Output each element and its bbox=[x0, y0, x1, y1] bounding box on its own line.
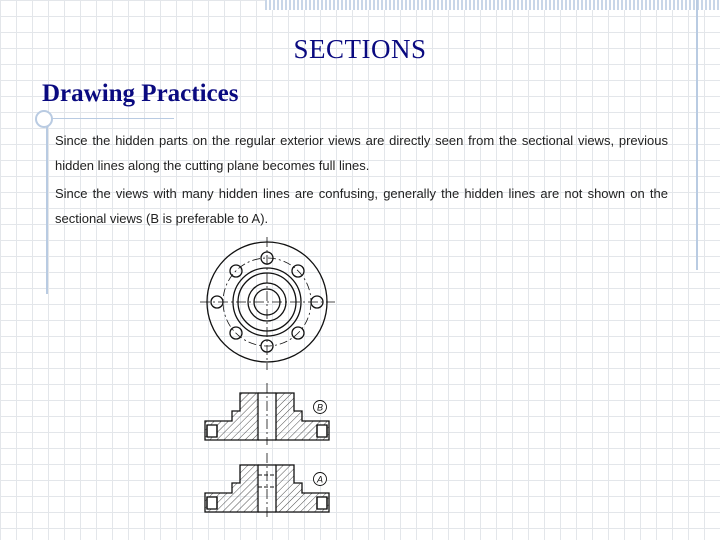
section-view-a bbox=[205, 453, 329, 517]
section-subtitle: Drawing Practices bbox=[42, 80, 239, 107]
technical-drawing bbox=[195, 235, 345, 520]
paragraph: Since the hidden parts on the regular exterior views are directly seen from the sectional views, previous hidden lines along the cutting plane becomes full lines. bbox=[55, 133, 668, 173]
slide-title: SECTIONS bbox=[293, 34, 427, 64]
label-a: A bbox=[316, 474, 324, 485]
top-view bbox=[200, 237, 335, 370]
label-b: B bbox=[316, 402, 324, 413]
bullet-circle-icon bbox=[35, 110, 53, 128]
header-decoration bbox=[265, 0, 720, 10]
body-text bbox=[55, 128, 668, 234]
decorative-rule bbox=[46, 118, 174, 119]
decorative-rule bbox=[46, 118, 48, 294]
section-view-b bbox=[205, 383, 329, 445]
paragraph: Since the views with many hidden lines are confusing, generally the hidden lines are not shown on the sectional views (B is preferable to A). bbox=[55, 186, 668, 226]
